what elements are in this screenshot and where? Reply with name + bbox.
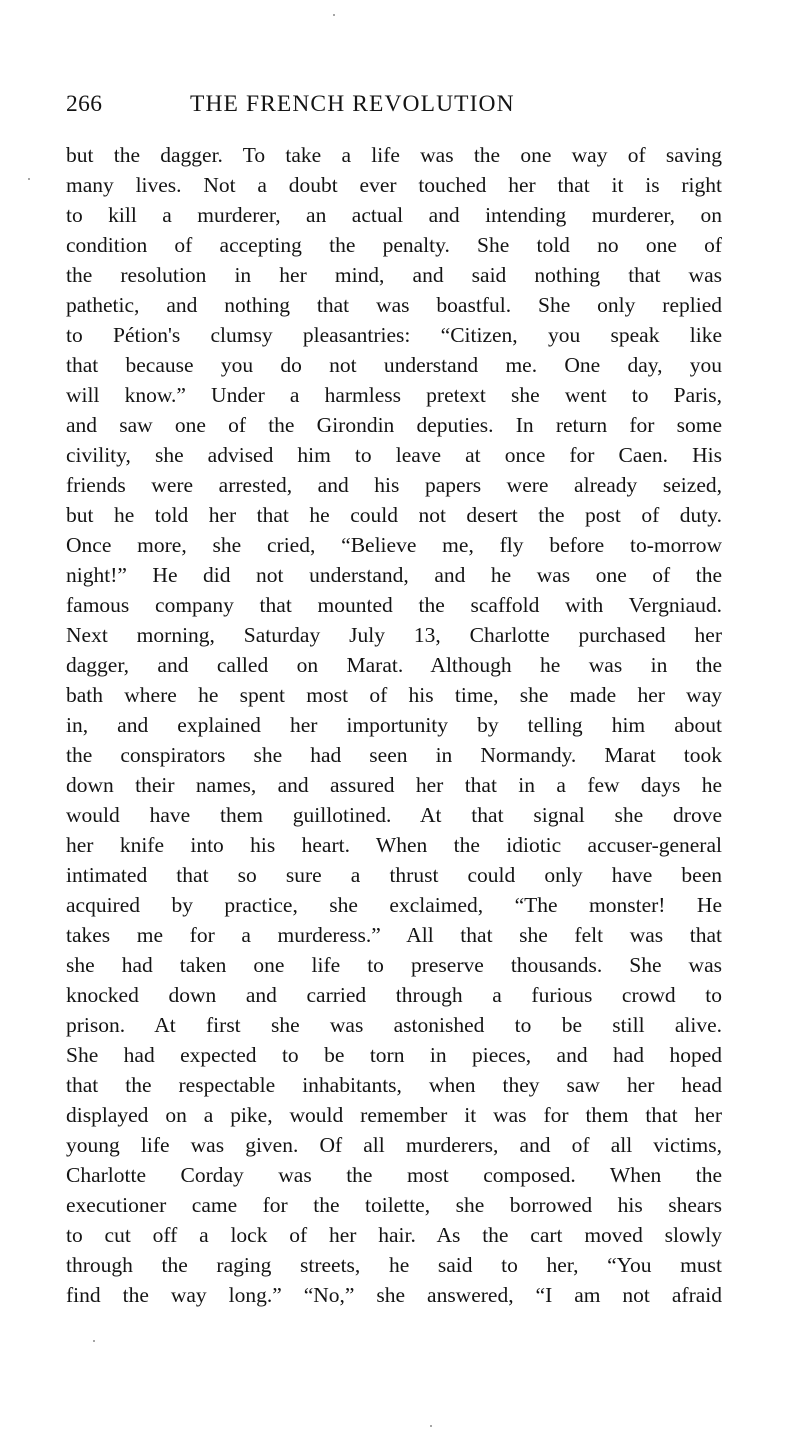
running-head (66, 84, 626, 124)
text-line: she had taken one life to preserve thousands. She was (66, 953, 722, 977)
text-line: acquired by practice, she exclaimed, “The monster! He (66, 893, 722, 917)
scan-speck (28, 178, 30, 180)
text-line: night!” He did not understand, and he was one of the (66, 563, 722, 587)
text-line: will know.” Under a harmless pretext she went to Paris, (66, 383, 722, 407)
text-line: bath where he spent most of his time, she made her way (66, 683, 722, 707)
text-line: that the respectable inhabitants, when they saw her head (66, 1073, 722, 1097)
page-number: 266 (66, 91, 103, 117)
text-line: many lives. Not a doubt ever touched her that it is right (66, 173, 722, 197)
text-line: young life was given. Of all murderers, and of all victims, (66, 1133, 722, 1157)
text-line: the resolution in her mind, and said nothing that was (66, 263, 722, 287)
text-line: condition of accepting the penalty. She told no one of (66, 233, 722, 257)
scan-speck (430, 1425, 432, 1427)
scan-speck (333, 14, 335, 16)
text-line: find the way long.” “No,” she answered, “I am not afraid (66, 1283, 722, 1307)
text-line: through the raging streets, he said to her, “You must (66, 1253, 722, 1277)
text-line: down their names, and assured her that in a few days he (66, 773, 722, 797)
text-line: her knife into his heart. When the idiotic accuser-general (66, 833, 722, 857)
text-line: Charlotte Corday was the most composed. When the (66, 1163, 722, 1187)
text-line: to cut off a lock of her hair. As the cart moved slowly (66, 1223, 722, 1247)
text-line: Next morning, Saturday July 13, Charlotte purchased her (66, 623, 722, 647)
body-text (66, 140, 722, 1310)
text-line: famous company that mounted the scaffold with Vergniaud. (66, 593, 722, 617)
text-line: but the dagger. To take a life was the one way of saving (66, 143, 722, 167)
text-line: Once more, she cried, “Believe me, fly before to-morrow (66, 533, 722, 557)
text-line: displayed on a pike, would remember it was for them that her (66, 1103, 722, 1127)
text-line: to kill a murderer, an actual and intending murderer, on (66, 203, 722, 227)
text-line: prison. At first she was astonished to be still alive. (66, 1013, 722, 1037)
text-line: takes me for a murderess.” All that she felt was that (66, 923, 722, 947)
scan-speck (93, 1340, 95, 1342)
text-line: She had expected to be torn in pieces, and had hoped (66, 1043, 722, 1067)
text-line: to Pétion's clumsy pleasantries: “Citizen, you speak like (66, 323, 722, 347)
text-line: would have them guillotined. At that signal she drove (66, 803, 722, 827)
text-line: pathetic, and nothing that was boastful. She only replied (66, 293, 722, 317)
text-line: intimated that so sure a thrust could only have been (66, 863, 722, 887)
text-line: but he told her that he could not desert the post of duty. (66, 503, 722, 527)
text-line: dagger, and called on Marat. Although he was in the (66, 653, 722, 677)
text-line: and saw one of the Girondin deputies. In return for some (66, 413, 722, 437)
text-line: civility, she advised him to leave at once for Caen. His (66, 443, 722, 467)
text-line: the conspirators she had seen in Normandy. Marat took (66, 743, 722, 767)
text-line: friends were arrested, and his papers were already seized, (66, 473, 722, 497)
text-line: that because you do not understand me. One day, you (66, 353, 722, 377)
text-line: in, and explained her importunity by telling him about (66, 713, 722, 737)
book-title: THE FRENCH REVOLUTION (190, 91, 515, 117)
text-line: knocked down and carried through a furious crowd to (66, 983, 722, 1007)
text-line: executioner came for the toilette, she borrowed his shears (66, 1193, 722, 1217)
